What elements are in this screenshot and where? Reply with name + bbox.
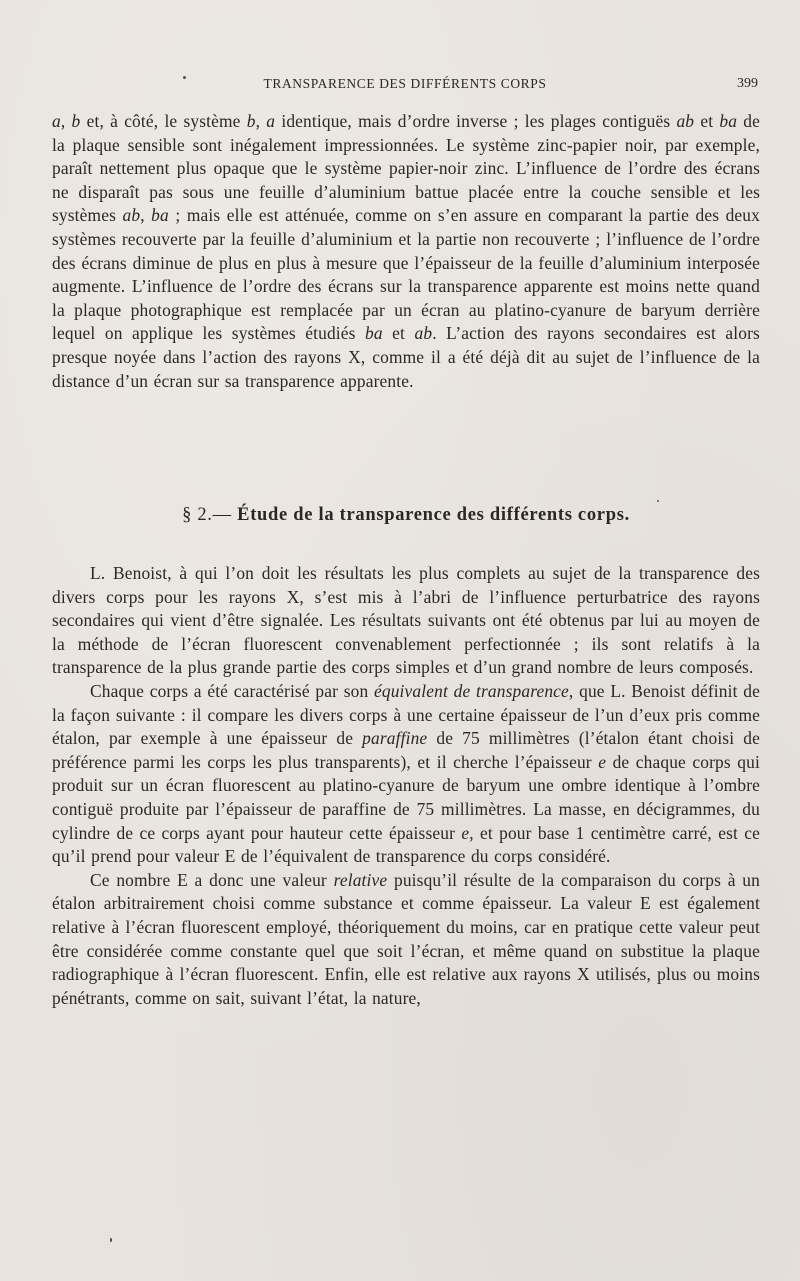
- text-run: ba: [365, 323, 383, 344]
- print-speck: [657, 500, 659, 502]
- main-text-block: [52, 562, 760, 1010]
- paragraph: [52, 562, 760, 680]
- text-run: e: [461, 822, 470, 843]
- text-run: ab: [676, 111, 695, 131]
- text-run: ba: [719, 111, 738, 131]
- text-run: relative: [333, 869, 388, 890]
- text-run: ,: [140, 205, 152, 226]
- text-run: de chaque corps qui produit sur un écran fluorescent au platino-cyanure de baryum une ombre identique à l’ombre contiguë produite par l’épaisseur de paraffine de 75 millimètres. La masse, en décigrammes, du cylindre de ce corps ayant pour hauteur cette épaisseur: [52, 751, 760, 843]
- text-run: équivalent de transparence: [374, 680, 569, 701]
- page-number: 399: [737, 76, 758, 91]
- text-run: ab: [122, 205, 141, 226]
- text-run: a: [266, 111, 276, 131]
- text-run: , et pour base 1 centimètre carré, est ce qu’il prend pour valeur E de l’équivalent de transparence du corps considéré.: [52, 822, 760, 867]
- print-speck: [110, 1238, 112, 1242]
- print-speck: [183, 76, 186, 79]
- paragraph: [52, 869, 760, 1011]
- text-run: et: [382, 323, 415, 344]
- text-run: ,: [255, 111, 267, 131]
- text-run: e: [598, 751, 607, 772]
- text-run: L. Benoist, à qui l’on doit les résultats les plus complets au sujet de la transparence des divers corps pour les rayons X, s’est mis à l’abri de l’influence perturbatrice des rayons secondaires qui vient d’être signalée. Les résultats suivants ont été obtenus par lui au moyen de la méthode de l’écran fluorescent convenablement perfectionnée ; ils sont relatifs à la transparence de la plus grande partie des corps simples et d’un grand nombre de leurs composés.: [52, 563, 760, 678]
- section-heading: [52, 505, 760, 526]
- text-run: et: [694, 111, 720, 131]
- text-run: et, à côté, le système: [80, 111, 247, 131]
- text-run: b: [71, 111, 81, 131]
- intro-text-block: [52, 110, 760, 393]
- text-run: Chaque corps a été caractérisé par son: [90, 680, 374, 701]
- text-run: , que L. Benoist définit de la façon suivante : il compare les divers corps à une certaine épaisseur de l’un d’eux pris comme étalon, par exemple à une épaisseur de: [52, 680, 760, 749]
- text-run: . L’action des rayons secondaires est alors presque noyée dans l’action des rayons X, comme il a été déjà dit au sujet de l’influence de la distance d’un écran sur sa transparence apparente.: [52, 323, 760, 391]
- text-run: Ce nombre E a donc une valeur: [90, 869, 334, 890]
- text-run: puisqu’il résulte de la comparaison du corps à un étalon arbitrairement choisi comme substance et comme épaisseur. La valeur E est également relative à l’écran fluorescent employé, théoriquement du moins, car en pratique cette valeur peut être considérée comme constante quel que soit l’écran, et même quand on substitue la plaque radiographique à l’écran fluorescent. Enfin, elle est relative aux rayons X utilisés, plus ou moins pénétrants, comme on sait, suivant l’état, la nature,: [52, 869, 760, 1008]
- text-run: ab: [414, 323, 433, 344]
- intro-paragraph: [52, 110, 760, 393]
- paragraph: [52, 680, 760, 869]
- text-run: ; mais elle est atténuée, comme on s’en assure en comparant la partie des deux systèmes recouverte par la feuille d’aluminium et la partie non recouverte ; l’influence de l’ordre des écrans diminue de plus en plus à mesure que l’épaisseur de la feuille d’aluminium interposée augmente. L’influence de l’ordre des écrans sur la transparence apparente est moins nette quand la plaque photographique est remplacée par un écran au platino-cyanure de baryum derrière lequel on applique les systèmes étudiés: [52, 205, 760, 344]
- section-number: § 2.—: [182, 505, 232, 525]
- text-run: a: [52, 111, 61, 131]
- text-run: identique, mais d’ordre inverse ; les plages contiguës: [275, 111, 677, 131]
- text-run: b: [246, 111, 256, 131]
- running-header: [52, 76, 758, 96]
- text-run: de 75 millimètres (l’étalon étant choisi de préférence parmi les corps les plus transparents), et il cherche l’épaisseur: [52, 728, 760, 772]
- text-run: ba: [151, 205, 169, 226]
- text-run: paraffine: [362, 728, 428, 749]
- header-title: TRANSPARENCE DES DIFFÉRENTS CORPS: [263, 76, 547, 91]
- text-run: de la plaque sensible sont inégalement impressionnées. Le système zinc-papier noir, par exemple, paraît nettement plus opaque que le système papier-noir zinc. L’influence de l’ordre des écrans ne disparaît pas sous une feuille d’aluminium battue placée entre la couche sensible et les systèmes: [52, 111, 760, 226]
- text-run: ,: [60, 111, 72, 131]
- section-title: Étude de la transparence des différents corps.: [237, 505, 630, 525]
